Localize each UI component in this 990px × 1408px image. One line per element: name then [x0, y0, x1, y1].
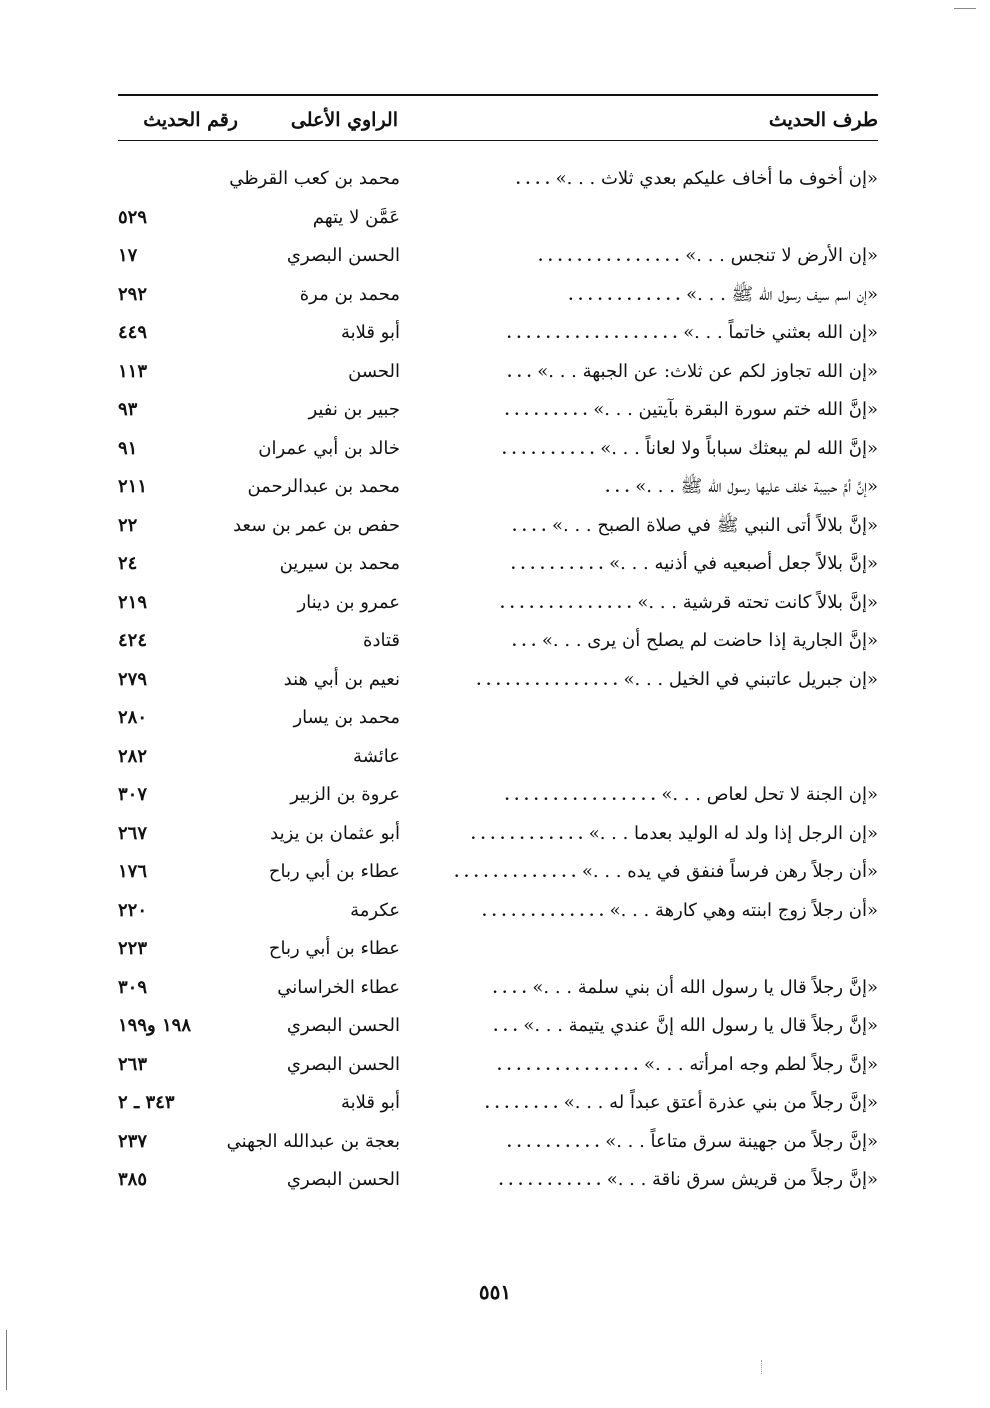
leader-dots: . . . . . . . . . . . .: [470, 826, 583, 843]
leader-dots: . . . .: [515, 172, 550, 188]
table-row: [118, 391, 878, 430]
index-table: [118, 160, 878, 1200]
table-row: [118, 276, 878, 315]
table-row: [118, 507, 878, 546]
hadith-cell: [423, 1084, 878, 1122]
table-row: [118, 160, 878, 199]
hadith-cell: [423, 1007, 878, 1045]
hadith-text: «إنَّ الله ختم سورة البقرة بآيتين . . .»: [593, 399, 878, 420]
leader-dots: . . . . . . . . . . .: [498, 1173, 601, 1189]
hadith-cell: [423, 160, 878, 198]
hadith-text: «إنَّ بلالاً كانت تحته قرشية . . .»: [637, 591, 878, 613]
hadith-cell: [423, 892, 878, 930]
table-row: [118, 468, 878, 507]
hadith-number-cell: ٢٢٠: [118, 899, 148, 921]
leader-dots: . . .: [493, 1019, 518, 1035]
table-row: [118, 1084, 878, 1123]
narrator-cell: عروة بن الزبير: [290, 784, 400, 805]
hadith-number-cell: ٢١١: [118, 476, 148, 497]
narrator-cell: الحسن البصري: [286, 1053, 400, 1075]
leader-dots: . . . . . . . . . . . . . . . . . .: [506, 326, 678, 342]
table-row: [118, 661, 878, 700]
hadith-text: «إنَّ بلالاً أتى النبي ﷺ في صلاة الصبح . . .»: [552, 514, 878, 536]
hadith-cell: [423, 430, 878, 468]
hadith-cell: [423, 622, 878, 660]
hadith-text: «إن الرجل إذا ولد له الوليد بعدما . . .»: [588, 822, 878, 844]
margin-dots: [761, 1360, 762, 1374]
hadith-number-cell: ٣٨٥: [118, 1169, 148, 1190]
hadith-number-cell: ١٩٨ و١٩٩: [118, 1015, 191, 1036]
hadith-number-cell: ٢٨٢: [118, 745, 148, 767]
corner-mark: [954, 8, 976, 9]
hadith-number-cell: ٢٩٢: [118, 283, 148, 305]
hadith-number-cell: ٣٠٧: [118, 784, 148, 805]
hadith-text: «إنَّ رجلاً لطم وجه امرأته . . .»: [644, 1053, 878, 1075]
hadith-text: «إنَّ الله لم يبعثك سباباً ولا لعاناً . . .»: [600, 437, 878, 459]
narrator-cell: جبير بن نفير: [308, 399, 400, 420]
table-row: [118, 1123, 878, 1162]
narrator-cell: عطاء بن أبي رباح: [268, 938, 400, 959]
table-row: [118, 892, 878, 931]
narrator-cell: محمد بن يسار: [293, 707, 400, 728]
table-row: [118, 353, 878, 392]
hadith-number-cell: ٣٤٣ ـ ٢: [118, 1092, 175, 1113]
hadith-text: «إنَّ أمَّ حبيبة خلف عليها رسول الله ﷺ . . .»: [635, 476, 878, 497]
hadith-cell: [423, 276, 878, 314]
table-row: [118, 853, 878, 892]
hadith-number-cell: ٢١٩: [118, 591, 148, 613]
leader-dots: . . . . . . . . . . . .: [568, 287, 681, 304]
hadith-number-cell: ٢٨٠: [118, 707, 148, 728]
hadith-cell: [423, 1123, 878, 1161]
leader-dots: . . .: [507, 364, 532, 381]
table-row: [118, 815, 878, 854]
leader-dots: . . . .: [492, 980, 527, 997]
leader-dots: . . . . . . . . . . . . . . . .: [504, 788, 656, 804]
hadith-text: «إن جبريل عاتبني في الخيل . . .»: [623, 668, 878, 690]
hadith-text: «إنَّ رجلاً من بني عذرة أعتق عبداً له . . .»: [563, 1092, 878, 1113]
hadith-text: «إنَّ رجلاً من قريش سرق ناقة . . .»: [606, 1169, 878, 1190]
hadith-number-cell: ٤٤٩: [118, 322, 148, 343]
table-row: [118, 237, 878, 276]
hadith-number-cell: ٤٢٤: [118, 630, 148, 651]
narrator-cell: أبو قلابة: [340, 322, 400, 343]
hadith-cell: [423, 776, 878, 814]
narrator-cell: خالد بن أبي عمران: [258, 437, 400, 459]
hadith-number-cell: ٩١: [118, 437, 138, 459]
header-top-rule: [118, 94, 878, 96]
leader-dots: . . . . . . . . . . . . . . .: [496, 1057, 639, 1074]
narrator-cell: عطاء بن أبي رباح: [268, 861, 400, 882]
hadith-text: «إنَّ بلالاً جعل أصبعيه في أذنيه . . .»: [609, 553, 878, 574]
narrator-cell: عكرمة: [350, 899, 400, 921]
hadith-cell: [423, 545, 878, 583]
hadith-text: «أن رجلاً زوج ابنته وهي كارهة . . .»: [609, 899, 878, 921]
hadith-cell: [423, 815, 878, 853]
leader-dots: . . . . . . . .: [484, 1096, 559, 1112]
narrator-cell: الحسن البصري: [286, 245, 400, 266]
hadith-cell: [423, 353, 878, 391]
narrator-cell: الحسن: [348, 360, 400, 382]
leader-dots: . . . . . . . . . .: [506, 1134, 600, 1151]
hadith-text: «إنَّ رجلاً قال يا رسول الله إنَّ عندي يتيمة . . .»: [523, 1015, 878, 1036]
hadith-cell: [423, 237, 878, 275]
narrator-cell: محمد بن عبدالرحمن: [247, 476, 400, 497]
table-row: [118, 545, 878, 584]
narrator-cell: عطاء الخراساني: [277, 976, 400, 998]
hadith-cell: [423, 699, 878, 737]
hadith-cell: [423, 314, 878, 352]
header-hadith: طرف الحديث: [768, 109, 878, 131]
hadith-cell: [423, 930, 878, 968]
table-row: [118, 1007, 878, 1046]
leader-dots: . . . . . . . . . . . . . . .: [538, 249, 680, 265]
leader-dots: . . . . . . . . . . . . .: [454, 865, 577, 881]
hadith-number-cell: ٢٢: [118, 514, 138, 536]
hadith-number-cell: ٢٦٣: [118, 1053, 148, 1075]
hadith-cell: [423, 1046, 878, 1084]
narrator-cell: قتادة: [363, 630, 400, 651]
leader-dots: . . . . . . . . . . . . .: [482, 903, 604, 920]
hadith-text: «إن الله بعثني خاتماً . . .»: [683, 322, 878, 343]
hadith-cell: [423, 391, 878, 429]
narrator-cell: أبو عثمان بن يزيد: [270, 822, 400, 844]
table-header: [118, 100, 878, 140]
leader-dots: . . . . . . . . .: [504, 403, 588, 419]
narrator-cell: الحسن البصري: [286, 1015, 400, 1036]
table-row: [118, 969, 878, 1008]
table-row: [118, 699, 878, 738]
hadith-number-cell: ٢٢٣: [118, 938, 148, 959]
hadith-number-cell: ٣٠٩: [118, 976, 148, 998]
hadith-number-cell: ٢٦٧: [118, 822, 148, 844]
narrator-cell: محمد بن سيرين: [279, 553, 400, 574]
hadith-cell: [423, 584, 878, 622]
hadith-text: «إن أخوف ما أخاف عليكم بعدي ثلاث . . .»: [555, 168, 878, 189]
hadith-number-cell: ١١٣: [118, 360, 148, 382]
header-bottom-rule: [118, 140, 878, 141]
narrator-cell: عَمَّن لا يتهم: [312, 206, 400, 228]
narrator-cell: نعيم بن أبي هند: [283, 668, 400, 690]
leader-dots: . . .: [511, 634, 537, 650]
table-row: [118, 622, 878, 661]
table-row: [118, 738, 878, 777]
hadith-cell: [423, 738, 878, 776]
hadith-number-cell: ١٧٦: [118, 861, 148, 882]
hadith-text: «إن الله تجاوز لكم عن ثلاث: عن الجبهة . . .»: [537, 360, 878, 382]
hadith-cell: [423, 1161, 878, 1199]
leader-dots: . . . . . . . . . .: [510, 557, 604, 573]
table-row: [118, 776, 878, 815]
hadith-cell: [423, 853, 878, 891]
narrator-cell: محمد بن كعب القرظي: [229, 168, 400, 189]
page-number: ٥٥١: [478, 1280, 512, 1304]
table-row: [118, 1161, 878, 1200]
hadith-number-cell: ٢٣٧: [118, 1130, 148, 1152]
table-row: [118, 199, 878, 238]
hadith-number-cell: ٢٤: [118, 553, 138, 574]
hadith-text: «إنَّ رجلاً من جهينة سرق متاعاً . . .»: [605, 1130, 878, 1152]
hadith-number-cell: ٢٧٩: [118, 668, 148, 690]
margin-line: [6, 1330, 7, 1390]
hadith-number-cell: ٩٣: [118, 399, 138, 420]
hadith-text: «إنَّ الجارية إذا حاضت لم يصلح أن يرى . . .»: [541, 630, 878, 651]
narrator-cell: عمرو بن دينار: [297, 591, 400, 613]
hadith-text: «إنَّ رجلاً قال يا رسول الله أن بني سلمة . . .»: [532, 976, 878, 998]
leader-dots: . . . . . . . . . . . . . .: [500, 595, 632, 612]
table-row: [118, 314, 878, 353]
table-row: [118, 430, 878, 469]
hadith-cell: [423, 969, 878, 1007]
hadith-text: «إن اسم سيف رسول الله ﷺ . . .»: [686, 283, 878, 305]
narrator-cell: بعجة بن عبدالله الجهني: [226, 1130, 400, 1152]
leader-dots: . . . . . . . . . .: [501, 441, 595, 458]
hadith-cell: [423, 468, 878, 506]
hadith-text: «أن رجلاً رهن فرساً فنفق في يده . . .»: [581, 861, 878, 882]
table-row: [118, 1046, 878, 1085]
table-row: [118, 930, 878, 969]
hadith-text: «إن الأرض لا تنجس . . .»: [685, 245, 878, 266]
hadith-number-cell: ١٧: [118, 245, 138, 266]
hadith-text: «إن الجنة لا تحل لعاص . . .»: [661, 784, 878, 805]
narrator-cell: أبو قلابة: [340, 1092, 400, 1113]
header-number: رقم الحديث: [143, 109, 238, 131]
hadith-cell: [423, 507, 878, 545]
leader-dots: . . .: [605, 480, 630, 496]
leader-dots: . . . .: [512, 518, 547, 535]
narrator-cell: عائشة: [353, 745, 400, 767]
header-narrator: الراوي الأعلى: [290, 109, 398, 131]
narrator-cell: حفص بن عمر بن سعد: [233, 514, 400, 536]
hadith-cell: [423, 199, 878, 237]
narrator-cell: الحسن البصري: [286, 1169, 400, 1190]
hadith-cell: [423, 661, 878, 699]
table-row: [118, 584, 878, 623]
leader-dots: . . . . . . . . . . . . . . .: [476, 672, 618, 689]
narrator-cell: محمد بن مرة: [299, 283, 400, 305]
hadith-number-cell: ٥٢٩: [118, 206, 148, 228]
